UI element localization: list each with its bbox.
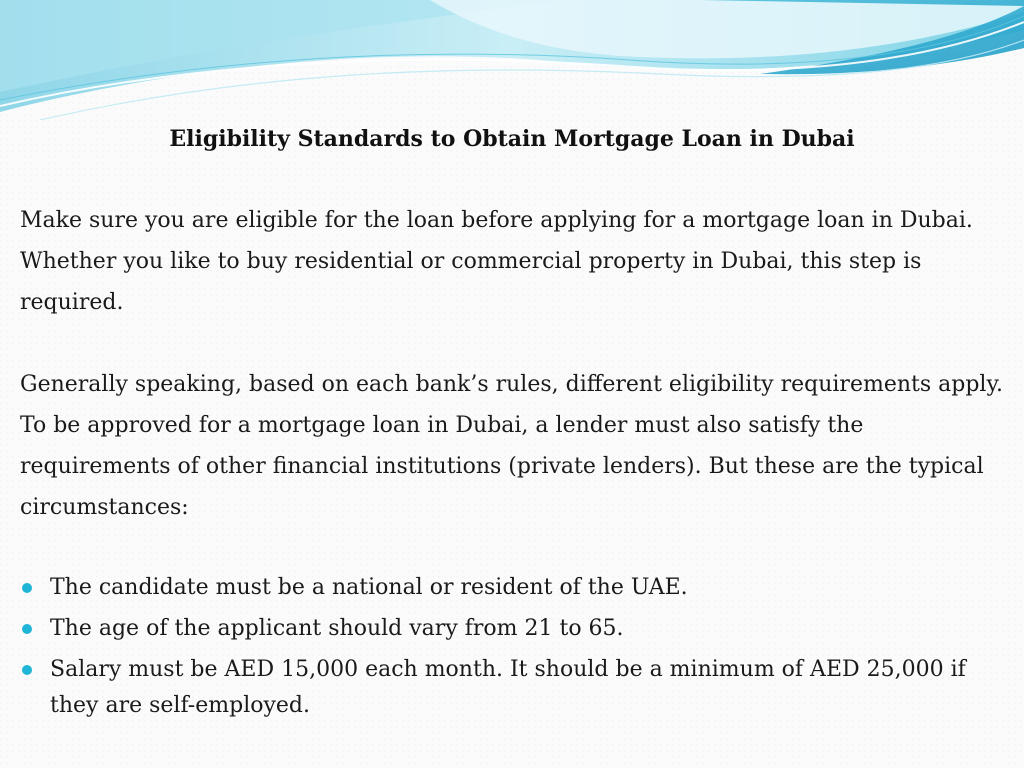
list-item [20, 652, 1010, 724]
list-item [20, 611, 1010, 647]
list-item [20, 570, 1010, 606]
bullet-dot-icon [22, 583, 32, 593]
requirements-list [20, 570, 1010, 729]
slide-title: Eligibility Standards to Obtain Mortgage Loan in Dubai [169, 126, 855, 152]
header-wave-decoration [0, 0, 1024, 120]
intro-paragraph: Make sure you are eligible for the loan before applying for a mortgage loan in Dubai. Whether you like to buy residential or commercial property in Dubai, this step is required. [20, 208, 973, 315]
bullet-dot-icon [22, 665, 32, 675]
list-item-text: Salary must be AED 15,000 each month. It should be a minimum of AED 25,000 if they are self-employed. [50, 657, 966, 718]
requirements-paragraph: Generally speaking, based on each bank’s rules, different eligibility requirements apply. To be approved for a mortgage loan in Dubai, a lender must also satisfy the requirements of other financial institutions (private lenders). But these are the typical circumstances: [20, 372, 1003, 520]
list-item-text: The candidate must be a national or resident of the UAE. [50, 575, 688, 600]
bullet-dot-icon [22, 624, 32, 634]
list-item-text: The age of the applicant should vary from 21 to 65. [50, 616, 624, 641]
